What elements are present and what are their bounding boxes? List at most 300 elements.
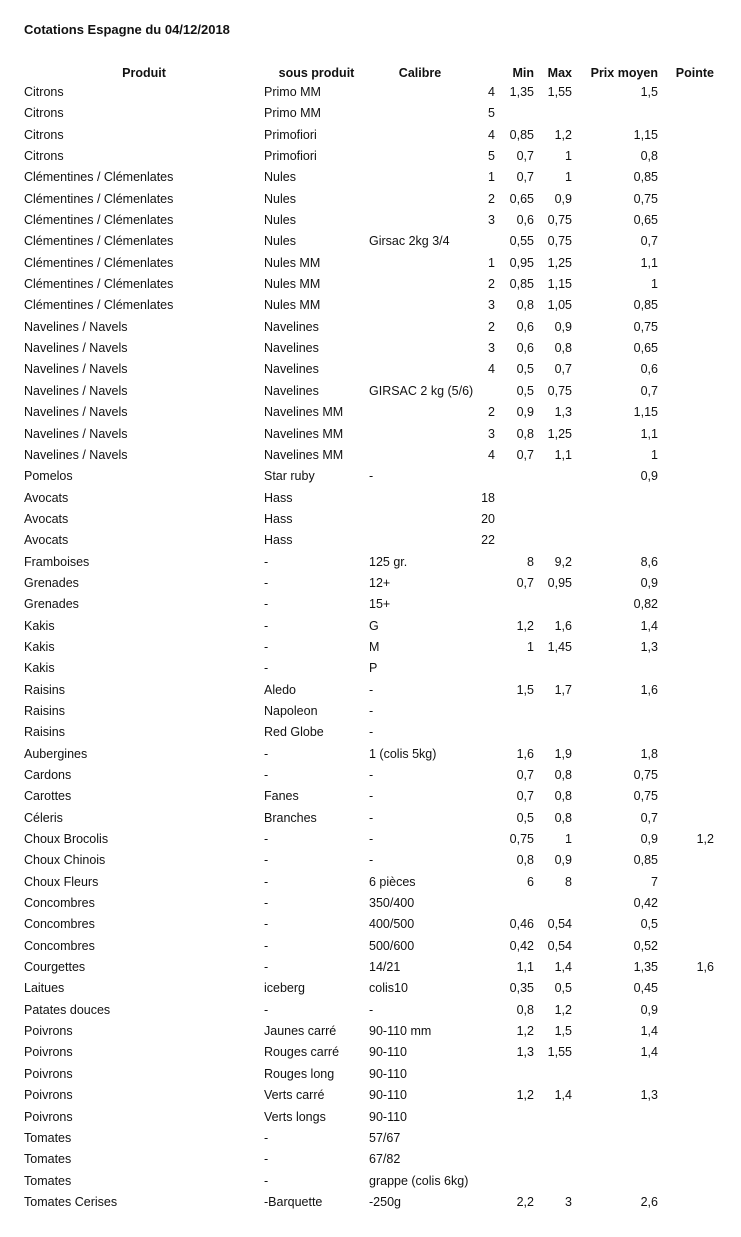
cell-max: 0,75 (547, 213, 572, 228)
cell-sous-produit: Jaunes carré (264, 1024, 337, 1039)
cell-sous-produit: Hass (264, 533, 293, 548)
cell-min: 0,35 (509, 981, 534, 996)
cell-prix-moyen (572, 1128, 658, 1149)
document-title: Cotations Espagne du 04/12/2018 (24, 22, 230, 37)
cell-produit: Kakis (24, 639, 55, 654)
cell-calibre-number (471, 850, 495, 871)
cell-calibre (369, 146, 471, 167)
cell-max: 9,2 (554, 554, 572, 569)
cell-calibre-number (471, 808, 495, 829)
cell-min: 0,8 (516, 298, 534, 313)
cell-max: 1,25 (547, 426, 572, 441)
cell-calibre: 90-110 mm (369, 1024, 432, 1039)
table-row (24, 82, 714, 103)
table-row (24, 872, 714, 893)
cell-prix-moyen (572, 1149, 658, 1170)
cell-min: 0,85 (509, 277, 534, 292)
table-row (24, 146, 714, 167)
cell-calibre-number (471, 829, 495, 850)
cell-produit: Navelines / Navels (24, 362, 128, 377)
cell-min: 0,95 (509, 255, 534, 270)
cell-pointe (658, 680, 714, 701)
cell-calibre-number (471, 1107, 495, 1128)
cell-sous-produit: - (264, 618, 269, 633)
cell-sous-produit: - (264, 746, 269, 761)
cell-calibre-number (471, 722, 495, 743)
cell-min: 1,2 (516, 618, 534, 633)
cell-calibre-number: 3 (488, 341, 495, 356)
table-row (24, 744, 714, 765)
cell-calibre (369, 530, 471, 551)
cell-max: 1,55 (547, 85, 572, 99)
cell-pointe (658, 125, 714, 146)
cell-pointe (658, 1107, 714, 1128)
cell-calibre: P (369, 661, 378, 676)
cell-sous-produit: Hass (264, 490, 293, 505)
table-row (24, 616, 714, 637)
cell-sous-produit: - (264, 1002, 269, 1017)
cell-pointe (658, 914, 714, 935)
cell-calibre-number (471, 573, 495, 594)
cell-sous-produit: Napoleon (264, 703, 318, 718)
cell-calibre: - (369, 768, 374, 782)
cell-pointe (658, 1085, 714, 1106)
cell-calibre-number (471, 1000, 495, 1021)
cell-produit: Tomates (24, 1152, 72, 1167)
cell-pointe (658, 189, 714, 210)
cell-prix-moyen: 0,6 (640, 362, 658, 377)
cell-sous-produit: - (264, 597, 269, 612)
cell-pointe (658, 530, 714, 551)
cell-produit: Citrons (24, 106, 64, 121)
cell-prix-moyen: 1,6 (640, 682, 658, 697)
cell-pointe (658, 445, 714, 466)
cell-min (495, 701, 534, 722)
cell-calibre: 14/21 (369, 960, 401, 975)
cell-produit: Clémentines / Clémenlates (24, 170, 174, 185)
cell-calibre-number (471, 1042, 495, 1063)
cell-calibre: - (369, 703, 374, 718)
cell-prix-moyen (572, 1107, 658, 1128)
cell-produit: Clémentines / Clémenlates (24, 277, 174, 292)
cell-pointe (658, 402, 714, 423)
cell-max: 1 (565, 170, 572, 185)
cell-max: 0,7 (554, 362, 572, 377)
header-produit: Produit (122, 66, 166, 80)
cell-produit: Choux Chinois (24, 853, 106, 868)
cell-pointe (658, 616, 714, 637)
cell-calibre: -250g (369, 1194, 401, 1209)
cell-min: 0,6 (516, 319, 534, 334)
cell-calibre-number (471, 1171, 495, 1192)
cell-produit: Citrons (24, 85, 64, 99)
cell-max: 0,8 (554, 341, 572, 356)
cell-sous-produit: - (264, 554, 269, 569)
cell-produit: Pomelos (24, 469, 73, 484)
cell-calibre-number (471, 936, 495, 957)
cell-calibre: - (369, 682, 374, 697)
cell-calibre-number: 2 (488, 277, 495, 292)
cell-prix-moyen: 1,3 (640, 1088, 658, 1103)
cell-sous-produit: Verts longs (264, 1109, 326, 1124)
header-max: Max (547, 66, 572, 80)
table-row (24, 338, 714, 359)
cell-calibre-number (471, 658, 495, 679)
cell-calibre-number: 1 (488, 255, 495, 270)
cell-calibre: 90-110 (369, 1109, 407, 1124)
cell-sous-produit: Navelines MM (264, 447, 344, 462)
cell-max: 0,54 (547, 938, 572, 953)
table-row (24, 552, 714, 573)
cell-calibre-number (471, 701, 495, 722)
cell-calibre-number (471, 680, 495, 701)
cell-min: 0,7 (516, 170, 534, 185)
cell-prix-moyen: 0,42 (633, 896, 658, 911)
cell-calibre: 12+ (369, 575, 391, 590)
cell-calibre-number (471, 231, 495, 252)
cell-prix-moyen: 1,4 (640, 1045, 658, 1060)
table-row (24, 1149, 714, 1170)
table-row (24, 125, 714, 146)
cell-pointe (658, 338, 714, 359)
table-row (24, 637, 714, 658)
cell-min: 1 (527, 639, 534, 654)
cell-min (495, 466, 534, 487)
header-calibre: Calibre (398, 66, 442, 80)
cell-calibre (369, 424, 471, 445)
cell-max: 1,05 (547, 298, 572, 313)
cell-calibre (369, 402, 471, 423)
header-pointe: Pointe (675, 66, 714, 80)
cell-prix-moyen (572, 722, 658, 743)
cell-min: 0,9 (516, 405, 534, 420)
cell-calibre: - (369, 469, 374, 484)
cell-produit: Clémentines / Clémenlates (24, 255, 174, 270)
cell-prix-moyen: 1,1 (640, 426, 658, 441)
cell-prix-moyen: 1,8 (640, 746, 658, 761)
cell-pointe (658, 424, 714, 445)
cell-max (534, 1149, 572, 1170)
cell-pointe (658, 466, 714, 487)
table-row (24, 509, 714, 530)
cell-min: 1,5 (516, 682, 534, 697)
cell-prix-moyen: 0,7 (640, 383, 658, 398)
cell-prix-moyen: 1,35 (633, 960, 658, 975)
cell-prix-moyen: 1,4 (640, 1024, 658, 1039)
cell-min: 0,85 (509, 127, 534, 142)
cell-calibre: 67/82 (369, 1152, 401, 1167)
cell-pointe (658, 573, 714, 594)
cell-max (534, 530, 572, 551)
cell-calibre-number: 3 (488, 426, 495, 441)
cell-pointe (658, 381, 714, 402)
cell-pointe (658, 103, 714, 124)
cell-calibre-number (471, 1021, 495, 1042)
cell-min: 6 (527, 874, 534, 889)
cell-prix-moyen: 0,85 (633, 298, 658, 313)
cell-pointe (658, 274, 714, 295)
cell-prix-moyen (572, 1171, 658, 1192)
cell-calibre-number (471, 914, 495, 935)
cell-min: 0,7 (516, 575, 534, 590)
cell-produit: Carottes (24, 789, 72, 804)
cell-sous-produit: Verts carré (264, 1088, 325, 1103)
cell-sous-produit: - (264, 938, 269, 953)
cell-calibre: - (369, 810, 374, 825)
cell-pointe (658, 594, 714, 615)
header-min: Min (512, 66, 534, 80)
cell-produit: Raisins (24, 725, 65, 740)
cell-prix-moyen: 0,85 (633, 170, 658, 185)
cell-max: 0,9 (554, 853, 572, 868)
cell-min: 0,5 (516, 810, 534, 825)
table-header (24, 64, 714, 82)
table-row (24, 189, 714, 210)
cell-min: 1,2 (516, 1088, 534, 1103)
cell-pointe (658, 509, 714, 530)
cell-max: 1,4 (554, 1088, 572, 1103)
cell-min: 0,5 (516, 383, 534, 398)
cell-sous-produit: iceberg (264, 981, 305, 996)
cell-sous-produit: - (264, 575, 269, 590)
cell-sous-produit: Navelines (264, 341, 319, 356)
cell-prix-moyen: 8,6 (640, 554, 658, 569)
cell-calibre (369, 488, 471, 509)
cell-calibre-number: 4 (488, 362, 495, 377)
cell-min (495, 103, 534, 124)
cell-min: 0,75 (509, 832, 534, 847)
cell-pointe (658, 658, 714, 679)
cell-produit: Citrons (24, 127, 64, 142)
cell-prix-moyen: 0,9 (640, 1002, 658, 1017)
cell-prix-moyen: 0,75 (633, 191, 658, 206)
cell-calibre (369, 509, 471, 530)
cell-max: 1,7 (554, 682, 572, 697)
cell-calibre: - (369, 725, 374, 740)
cell-pointe (658, 808, 714, 829)
cell-pointe (658, 850, 714, 871)
table-row (24, 765, 714, 786)
cell-produit: Céleris (24, 810, 63, 825)
cell-produit: Tomates Cerises (24, 1194, 118, 1209)
cell-pointe (658, 978, 714, 999)
table-row (24, 1171, 714, 1192)
cell-max: 0,95 (547, 575, 572, 590)
cell-produit: Raisins (24, 682, 65, 697)
cell-min (495, 509, 534, 530)
cell-min: 0,65 (509, 191, 534, 206)
cell-max: 1,6 (554, 618, 572, 633)
table-body (24, 82, 714, 1213)
table-row (24, 808, 714, 829)
cell-pointe (658, 637, 714, 658)
header-sous-produit: sous produit (278, 66, 355, 80)
cell-max: 0,9 (554, 319, 572, 334)
table-row (24, 914, 714, 935)
cell-produit: Poivrons (24, 1109, 73, 1124)
cell-calibre-number (471, 786, 495, 807)
cell-max: 3 (565, 1194, 572, 1209)
cell-pointe (658, 786, 714, 807)
cell-calibre: - (369, 832, 374, 847)
cell-max: 1,3 (554, 405, 572, 420)
cell-prix-moyen: 1 (651, 277, 658, 292)
cell-calibre: 90-110 (369, 1066, 407, 1081)
cell-calibre: 350/400 (369, 896, 415, 911)
cell-produit: Avocats (24, 511, 69, 526)
cell-pointe: 1,2 (696, 832, 714, 847)
cell-calibre-number: 1 (488, 170, 495, 185)
cell-pointe (658, 1042, 714, 1063)
cell-sous-produit: Star ruby (264, 469, 315, 484)
cell-max (534, 658, 572, 679)
cell-calibre-number: 2 (488, 319, 495, 334)
cell-sous-produit: - (264, 639, 269, 654)
cell-prix-moyen: 0,82 (633, 597, 658, 612)
cell-pointe (658, 253, 714, 274)
cell-calibre: GIRSAC 2 kg (5/6) (369, 383, 474, 398)
cell-min: 0,7 (516, 447, 534, 462)
cell-max (534, 488, 572, 509)
cell-min: 1,3 (516, 1045, 534, 1060)
cell-calibre-number (471, 552, 495, 573)
cell-produit: Clémentines / Clémenlates (24, 298, 174, 313)
cell-max (534, 893, 572, 914)
cell-pointe (658, 488, 714, 509)
cell-sous-produit: Aledo (264, 682, 296, 697)
cell-pointe (658, 210, 714, 231)
cell-pointe (658, 82, 714, 103)
cell-sous-produit: Navelines MM (264, 426, 344, 441)
cell-max: 0,8 (554, 789, 572, 804)
cell-calibre: G (369, 618, 379, 633)
cell-min: 0,8 (516, 426, 534, 441)
cell-min: 1,2 (516, 1024, 534, 1039)
cell-produit: Kakis (24, 618, 55, 633)
cell-prix-moyen: 0,85 (633, 853, 658, 868)
cell-calibre-number: 18 (481, 490, 495, 505)
cell-calibre: M (369, 639, 380, 654)
cell-max: 0,5 (554, 981, 572, 996)
cell-calibre: grappe (colis 6kg) (369, 1173, 469, 1188)
table-row (24, 829, 714, 850)
cell-calibre (369, 359, 471, 380)
table-row (24, 231, 714, 252)
cell-sous-produit: Rouges carré (264, 1045, 340, 1060)
cell-prix-moyen: 0,75 (633, 768, 658, 782)
cell-min: 0,8 (516, 1002, 534, 1017)
cell-pointe (658, 872, 714, 893)
table-row (24, 167, 714, 188)
cell-sous-produit: - (264, 917, 269, 932)
cell-min (495, 1171, 534, 1192)
cell-calibre (369, 338, 471, 359)
cell-produit: Tomates (24, 1173, 72, 1188)
cell-max (534, 722, 572, 743)
cell-produit: Avocats (24, 490, 69, 505)
cell-max: 8 (565, 874, 572, 889)
cell-sous-produit: Navelines (264, 362, 319, 377)
cell-produit: Poivrons (24, 1088, 73, 1103)
table-row (24, 573, 714, 594)
cell-sous-produit: Primofiori (264, 149, 317, 164)
cell-pointe (658, 1171, 714, 1192)
cell-pointe (658, 317, 714, 338)
cell-prix-moyen: 0,65 (633, 213, 658, 228)
cell-produit: Poivrons (24, 1066, 73, 1081)
cell-prix-moyen: 0,5 (640, 917, 658, 932)
cell-max: 1,9 (554, 746, 572, 761)
cell-produit: Navelines / Navels (24, 447, 128, 462)
cell-calibre: 500/600 (369, 938, 415, 953)
cell-produit: Laitues (24, 981, 65, 996)
cell-pointe (658, 744, 714, 765)
cell-produit: Courgettes (24, 960, 86, 975)
cell-prix-moyen: 0,9 (640, 832, 658, 847)
cell-produit: Poivrons (24, 1045, 73, 1060)
table-row (24, 893, 714, 914)
cell-calibre-number (471, 466, 495, 487)
header-row (24, 64, 714, 82)
table-row (24, 466, 714, 487)
cell-produit: Navelines / Navels (24, 405, 128, 420)
table-row (24, 103, 714, 124)
cell-calibre (369, 103, 471, 124)
cell-max (534, 701, 572, 722)
cell-min: 0,5 (516, 362, 534, 377)
header-calibre-number (471, 64, 495, 82)
cell-calibre-number (471, 1149, 495, 1170)
cell-pointe (658, 1021, 714, 1042)
cell-sous-produit: Red Globe (264, 725, 324, 740)
cell-produit: Raisins (24, 703, 65, 718)
cell-calibre-number: 2 (488, 191, 495, 206)
cell-sous-produit: Nules MM (264, 298, 321, 313)
cell-min: 0,42 (509, 938, 534, 953)
table-row (24, 210, 714, 231)
table-row (24, 1000, 714, 1021)
cell-sous-produit: - (264, 896, 269, 911)
cell-min (495, 1064, 534, 1085)
table-row (24, 1021, 714, 1042)
cell-calibre-number: 22 (481, 533, 495, 548)
table-row (24, 1192, 714, 1213)
cell-prix-moyen (572, 658, 658, 679)
cell-produit: Choux Brocolis (24, 832, 109, 847)
cell-produit: Concombres (24, 938, 95, 953)
cell-max: 1,1 (554, 447, 572, 462)
cell-min (495, 722, 534, 743)
cell-prix-moyen: 0,45 (633, 981, 658, 996)
cell-min: 8 (527, 554, 534, 569)
cell-pointe (658, 1064, 714, 1085)
cell-calibre: 1 (colis 5kg) (369, 746, 437, 761)
table-row (24, 1042, 714, 1063)
cell-max: 1,4 (554, 960, 572, 975)
cell-calibre-number (471, 1192, 495, 1213)
cell-calibre: - (369, 853, 374, 868)
cell-min: 0,6 (516, 341, 534, 356)
cell-max: 1,15 (547, 277, 572, 292)
cell-prix-moyen: 0,52 (633, 938, 658, 953)
cell-max (534, 466, 572, 487)
cell-produit: Citrons (24, 149, 64, 164)
cell-min: 0,8 (516, 853, 534, 868)
cell-produit: Grenades (24, 575, 79, 590)
cell-produit: Clémentines / Clémenlates (24, 191, 174, 206)
cell-pointe (658, 936, 714, 957)
cell-max: 1,2 (554, 1002, 572, 1017)
